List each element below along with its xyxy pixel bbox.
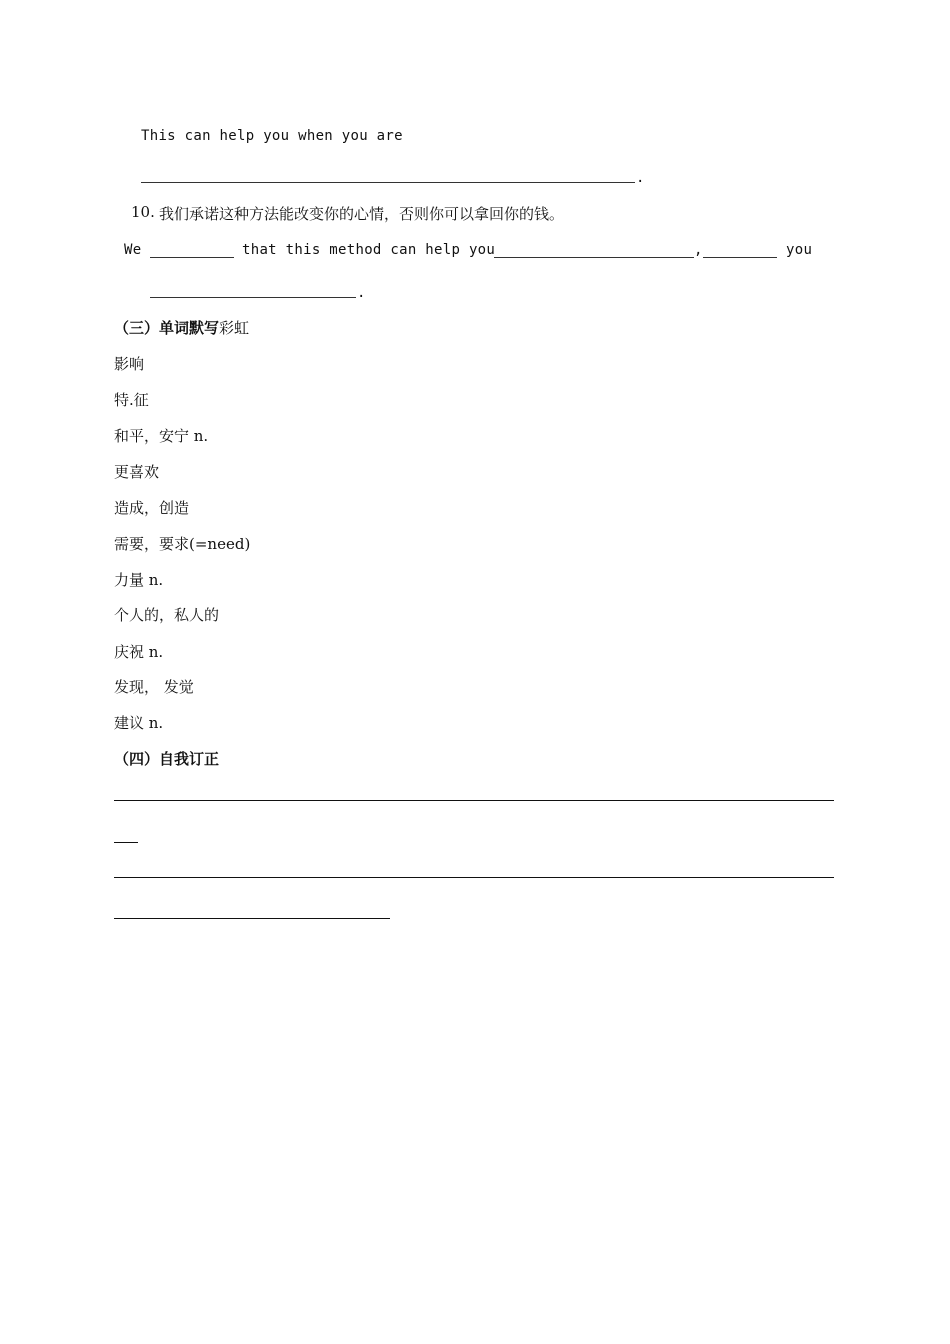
q10-chinese-sentence: 我们承诺这种方法能改变你的心情，否则你可以拿回你的钱。 — [159, 205, 565, 223]
q10-you: you — [786, 242, 813, 258]
q9-sentence-prefix: This can help you when you are — [141, 128, 403, 144]
vocab-item: 和平，安宁 n. — [114, 427, 209, 445]
correction-line-1[interactable] — [114, 800, 834, 801]
q10-middle-text: that this method can help you — [242, 242, 496, 258]
q10-we: We — [124, 242, 142, 258]
vocab-item: 特.征 — [114, 391, 149, 409]
q9-period: . — [636, 170, 645, 186]
correction-line-2-tail[interactable] — [114, 918, 390, 919]
vocab-item: 建议 n. — [114, 714, 164, 732]
q10-number: 10. — [131, 203, 155, 221]
q10-blank-2[interactable] — [494, 257, 694, 258]
vocab-item: 力量 n. — [114, 571, 164, 589]
vocab-item: 影响 — [114, 355, 145, 373]
q10-period: . — [357, 285, 366, 301]
vocab-item: 庆祝 n. — [114, 643, 164, 661]
section3-heading — [114, 317, 249, 338]
vocab-item: 发现， 发觉 — [114, 678, 194, 696]
section3-heading-rest: 彩虹 — [219, 319, 250, 337]
q10-blank-3[interactable] — [703, 257, 777, 258]
q10-blank-4[interactable] — [150, 297, 356, 298]
section3-heading-bold: （三）单词默写 — [114, 319, 220, 337]
correction-line-2[interactable] — [114, 877, 834, 878]
vocab-item: 需要，要求(=need) — [114, 535, 251, 553]
correction-line-1-tail[interactable] — [114, 842, 138, 843]
q10-blank-1[interactable] — [150, 257, 234, 258]
vocab-item: 更喜欢 — [114, 463, 160, 481]
q10-comma: , — [694, 242, 703, 258]
section4-heading: （四）自我订正 — [114, 750, 220, 768]
vocab-item: 造成，创造 — [114, 499, 190, 517]
q9-answer-blank[interactable] — [141, 182, 635, 183]
vocab-item: 个人的，私人的 — [114, 606, 220, 624]
